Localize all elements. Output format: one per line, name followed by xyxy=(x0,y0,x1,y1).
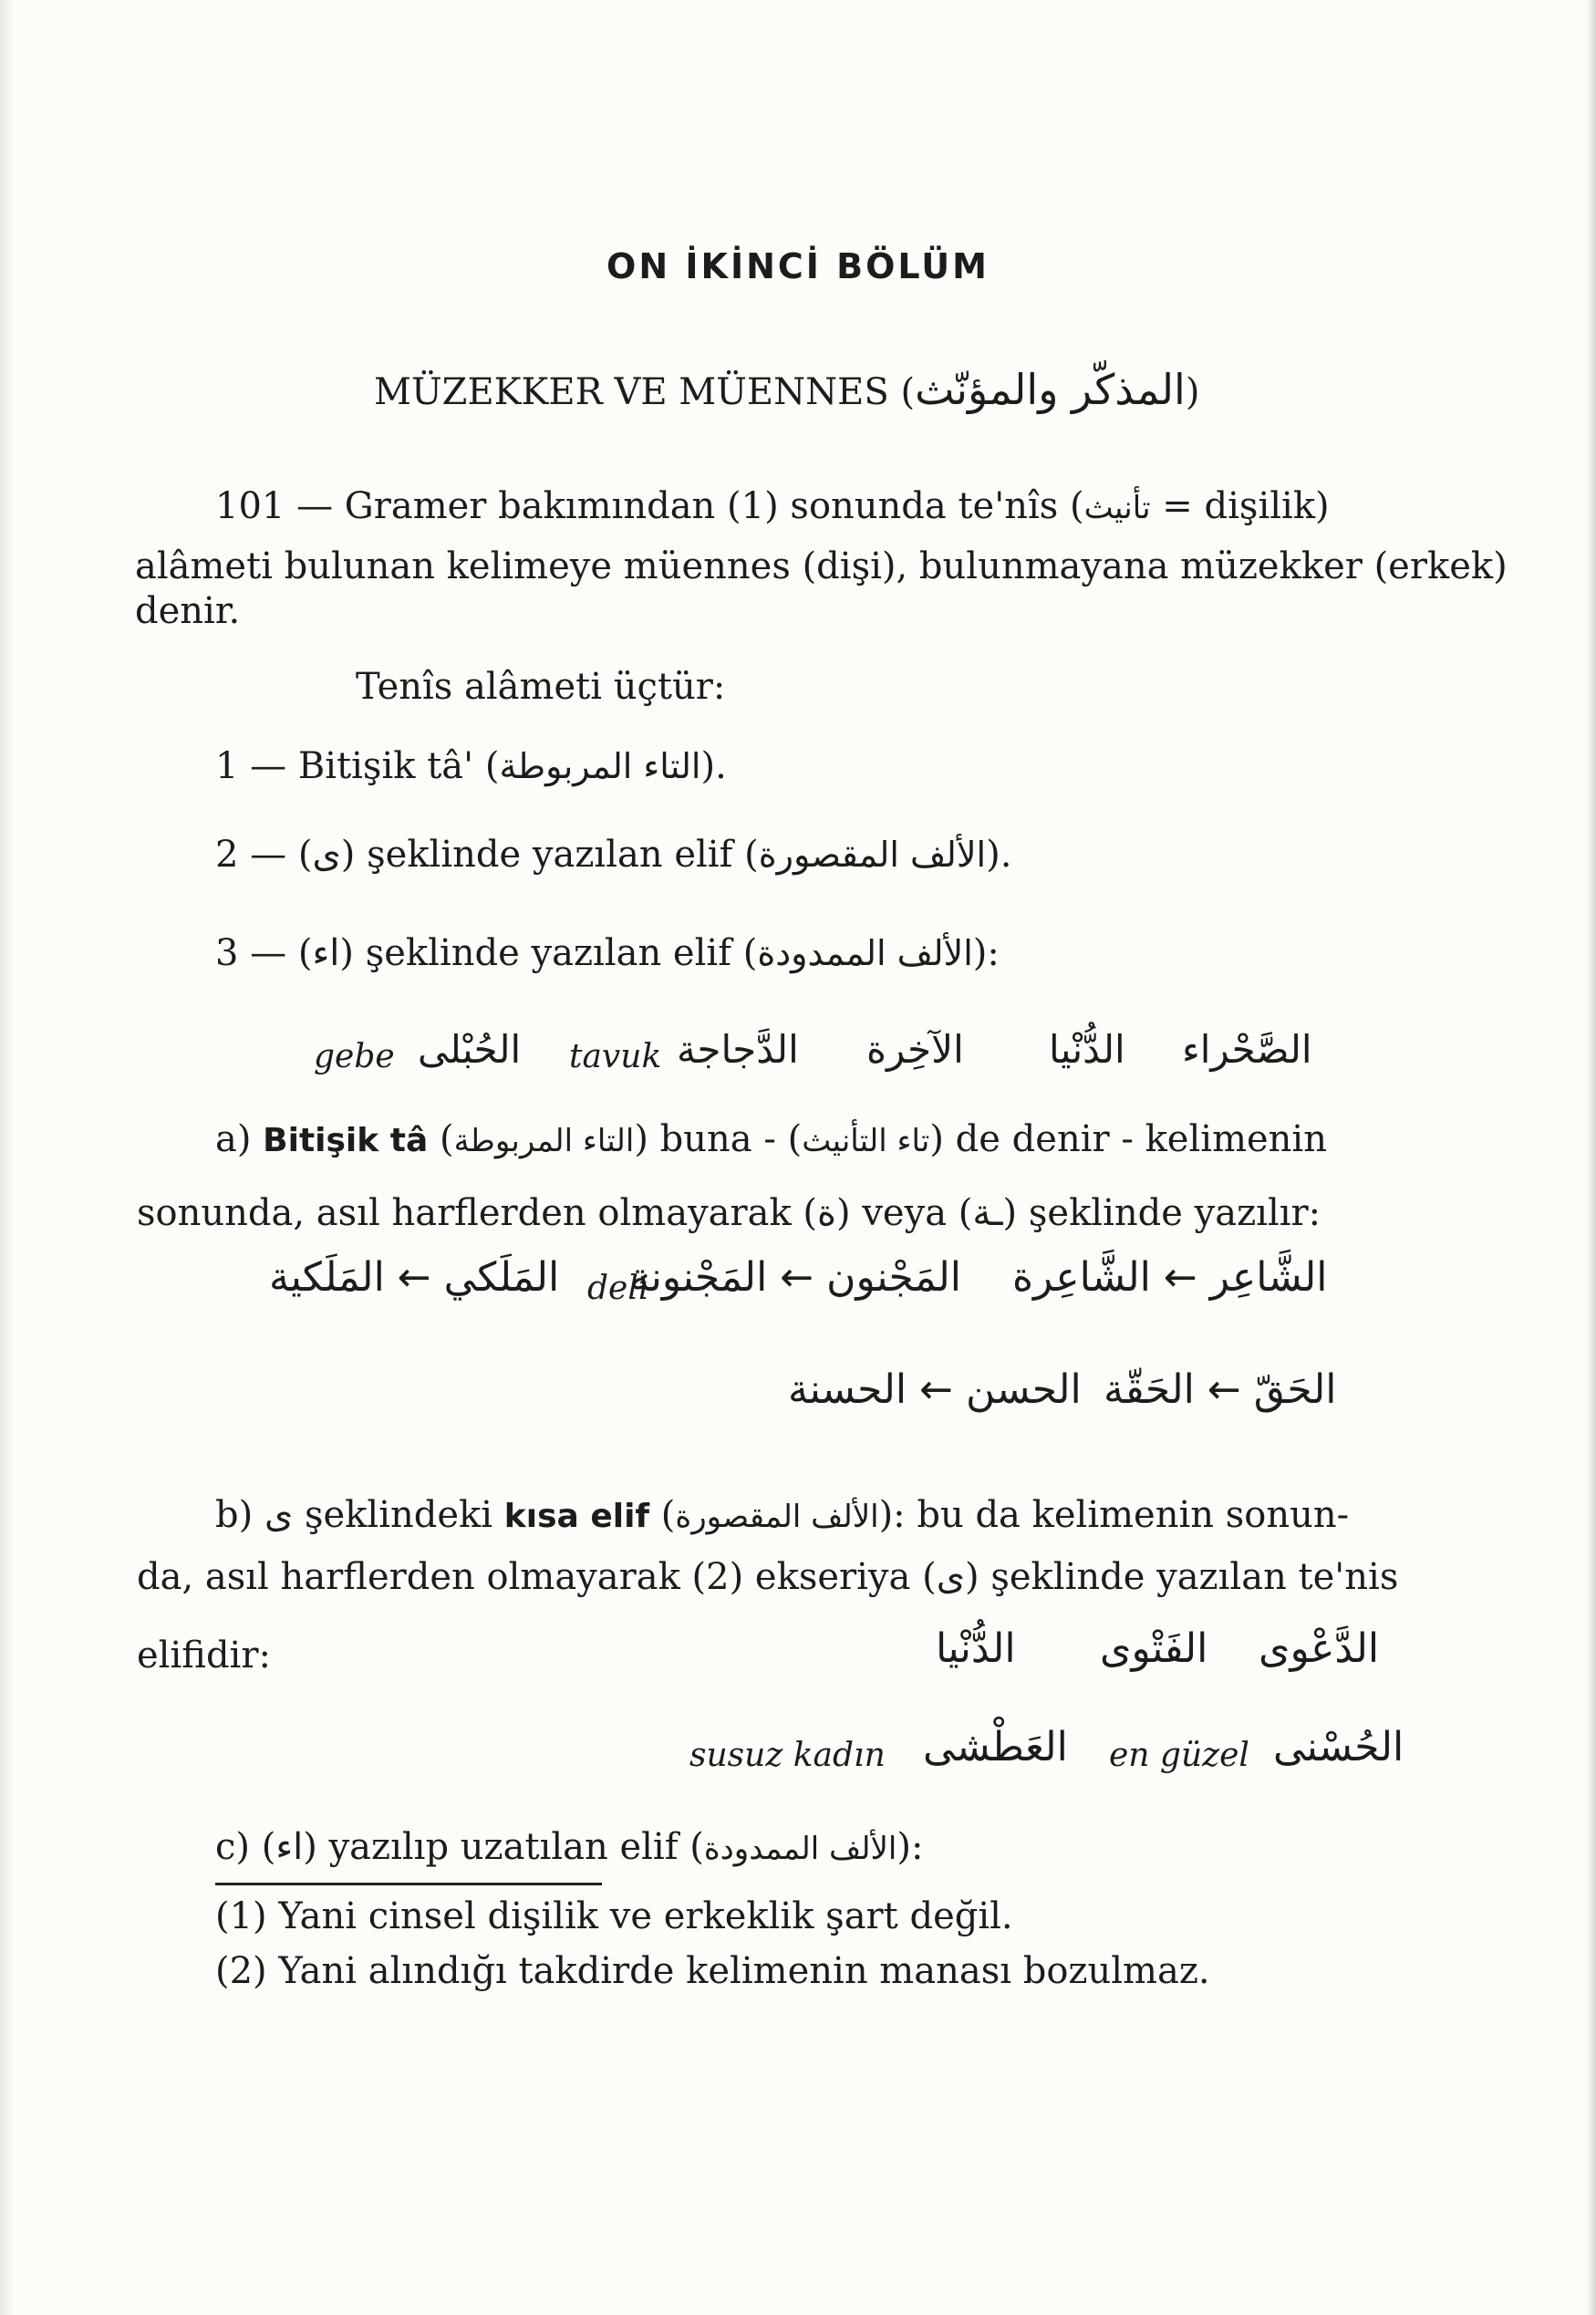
scan-edge-right xyxy=(1587,0,1596,2315)
section-b-gloss-en-guzel: en güzel xyxy=(1109,1737,1249,1774)
section-b-line-2: da, asıl harflerden olmayarak (2) ekseriya (ى) şeklinde yazılan te'nis xyxy=(137,1556,1399,1598)
section-b-line-3: elifidir: xyxy=(137,1635,271,1677)
section-a-example-malaki: المَلَكي ← المَلَكية xyxy=(269,1254,560,1301)
section-b-line-1: b) ى şeklindeki kısa elif (الألف المقصورة): bu da kelimenin sonun- xyxy=(215,1494,1350,1536)
example-arabic-dunya: الدُّنْيا xyxy=(1049,1027,1125,1072)
paragraph-101-line-2: alâmeti bulunan kelimeye müennes (dişi), bulunmayana müzekker (erkek) xyxy=(135,545,1508,587)
section-title-text: MÜZEKKER VE MÜENNES xyxy=(374,371,889,413)
example-gloss-tavuk: tavuk xyxy=(569,1038,662,1075)
footnote-2: (2) Yani alındığı takdirde kelimenin manası bozulmaz. xyxy=(215,1950,1210,1992)
scan-edge-left xyxy=(0,0,15,2315)
section-b-example-husna: الحُسْنى xyxy=(1273,1724,1404,1770)
example-arabic-hubla: الحُبْلى xyxy=(418,1027,522,1072)
section-a-example-majnun: المَجْنون ← المَجْنونة xyxy=(629,1254,961,1301)
section-a-example-shair: الشَّاعِر ← الشَّاعِرة xyxy=(1012,1254,1328,1301)
section-b-example-dawa: الدَّعْوى xyxy=(1259,1625,1380,1672)
example-arabic-dajaja: الدَّجاجة xyxy=(677,1027,799,1072)
section-title: MÜZEKKER VE MÜENNES (المذكّر والمؤنّث) xyxy=(374,365,1200,414)
section-b-example-fatwa: الفَتْوى xyxy=(1100,1625,1208,1672)
sign-item-2: 2 — (ى) şeklinde yazılan elif (الألف المقصورة). xyxy=(215,834,1012,876)
signs-intro: Tenîs alâmeti üçtür: xyxy=(356,666,726,708)
section-b-example-atsha: العَطْشى xyxy=(923,1724,1068,1770)
paragraph-101-line-1: 101 — Gramer bakımından (1) sonunda te'nîs (تأنيث = dişilik) xyxy=(215,485,1330,527)
sign-item-3: 3 — (اء) şeklinde yazılan elif (الألف الممدودة): xyxy=(215,932,1000,974)
example-gloss-gebe: gebe xyxy=(314,1038,395,1075)
section-title-arabic: المذكّر والمؤنّث xyxy=(915,365,1186,414)
footnote-divider xyxy=(215,1883,602,1885)
footnote-1: (1) Yani cinsel dişilik ve erkeklik şart değil. xyxy=(215,1895,1013,1937)
example-arabic-akhira: الآخِرة xyxy=(866,1027,964,1072)
example-arabic-sahra: الصَّحْراء xyxy=(1182,1027,1312,1072)
section-c-line-1: c) (اء) yazılıp uzatılan elif (الألف الممدودة): xyxy=(215,1826,924,1868)
section-a-example-hasan: الحسن ← الحسنة xyxy=(788,1366,1082,1413)
section-a-line-1: a) Bitişik tâ (التاء المربوطة) buna - (تاء التأنيث) de denir - kelimenin xyxy=(215,1118,1327,1160)
section-a-gloss-deli: deli xyxy=(587,1270,649,1307)
section-a-example-haqq: الحَقّ ← الحَقّة xyxy=(1104,1366,1337,1413)
section-a-line-2: sonunda, asıl harflerden olmayarak (ة) veya (ـة) şeklinde yazılır: xyxy=(137,1192,1321,1234)
section-b-gloss-susuz-kadin: susuz kadın xyxy=(689,1737,886,1774)
paragraph-101-line-3: denir. xyxy=(135,590,241,632)
sign-item-1: 1 — Bitişik tâ' (التاء المربوطة). xyxy=(215,745,727,787)
section-b-example-dunya: الدُّنْيا xyxy=(936,1625,1016,1672)
chapter-heading: ON İKİNCİ BÖLÜM xyxy=(606,246,990,286)
